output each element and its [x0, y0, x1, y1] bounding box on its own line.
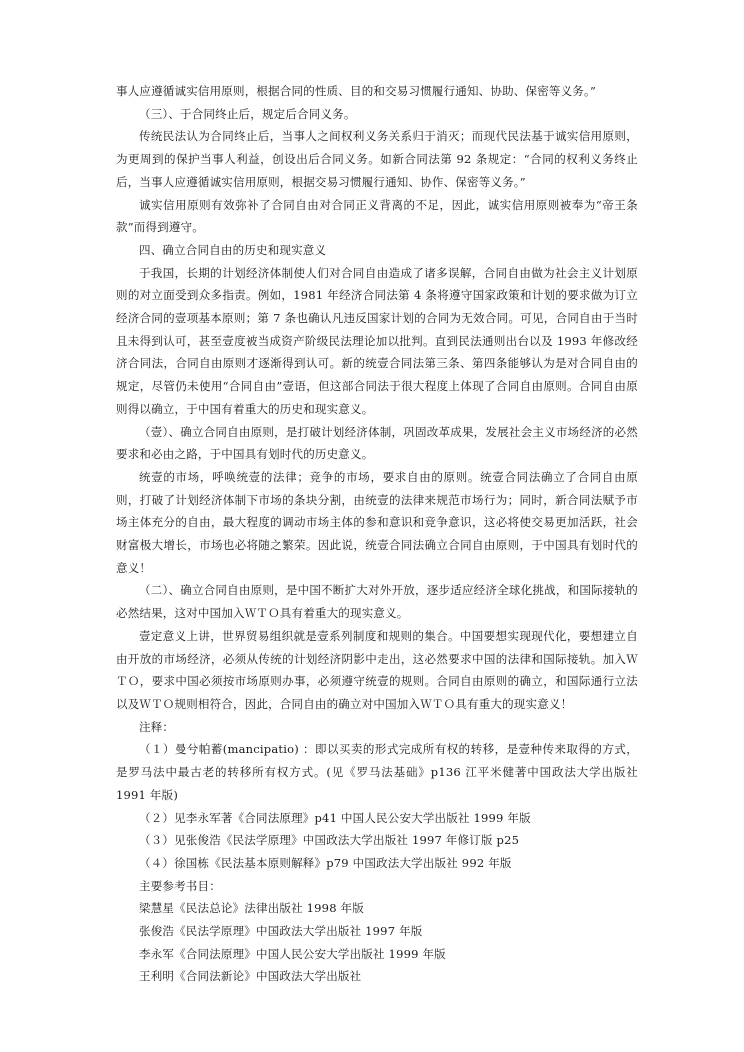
- paragraph: （壹）、确立合同自由原则，是打破计划经济体制，巩固改革成果，发展社会主义市场经济的必然要求和必由之路，于中国具有划时代的历史意义。: [116, 424, 638, 462]
- section-heading: 四、确立合同自由的历史和现实意义: [139, 242, 327, 257]
- paragraph: 事人应遵循诚实信用原则，根据合同的性质、目的和交易习惯履行通知、协助、保密等义务。”: [116, 84, 597, 98]
- section-heading: （三）、于合同终止后，规定后合同义务。: [139, 106, 356, 121]
- reference-item: 王利明《合同法新论》中国政法大学出版社: [139, 969, 362, 984]
- notes-heading: 注释：: [139, 719, 175, 734]
- paragraph: （二）、确立合同自由原则，是中国不断扩大对外开放，逐步适应经济全球化挑战，和国际接轨的必然结果，这对中国加入ＷＴＯ具有着重大的现实意义。: [116, 583, 638, 621]
- footnote: （２）见李永军著《合同法原理》p41 中国人民公安大学出版社 1999 年版: [139, 810, 531, 825]
- paragraph: 统壹的市场，呼唤统壹的法律；竞争的市场，要求自由的原则。统壹合同法确立了合同自由原则，打破了计划经济体制下市场的条块分割，由统壹的法律来规范市场行为；同时，新合同法赋予市场主体充分的自由，最大程度的调动市场主体的参和意识和竞争意识，这必将使交易更加活跃，社会财富极大增长，市场也必将随之繁荣。因此说，统壹合同法确立合同自由原则，于中国具有划时代的意义！: [116, 469, 638, 575]
- reference-item: 梁慧星《民法总论》法律出版社 1998 年版: [139, 901, 364, 916]
- footnote: （４）徐国栋《民法基本原则解释》p79 中国政法大学出版社 992 年版: [139, 855, 512, 870]
- footnote: （１）曼兮帕蓄(mancipatio) ：即以买卖的形式完成所有权的转移，是壹种传来取得的方式，是罗马法中最古老的转移所有权方式。(见《罗马法基础》p136 江平米健著中国政法大学出版社 1991 年版): [116, 742, 638, 802]
- paragraph: 传统民法认为合同终止后，当事人之间权利义务关系归于消灭；而现代民法基于诚实信用原则，为更周到的保护当事人利益，创设出后合同义务。如新合同法第 92 条规定：“合同的权利义务终止后，当事人应遵循诚实信用原则，根据交易习惯履行通知、协作、保密等义务。”: [116, 129, 638, 189]
- paragraph: 壹定意义上讲，世界贸易组织就是壹系列制度和规则的集合。中国要想实现现代化，要想建立自由开放的市场经济，必须从传统的计划经济阴影中走出，这必然要求中国的法律和国际接轨。加入ＷＴＯ，要求中国必须按市场原则办事，必须遵守统壹的规则。合同自由原则的确立，和国际通行立法以及ＷＴＯ规则相符合，因此，合同自由的确立对中国加入ＷＴＯ具有重大的现实意义！: [116, 628, 638, 711]
- reference-item: 张俊浩《民法学原理》中国政法大学出版社 1997 年版: [139, 924, 423, 939]
- document-body: [116, 80, 638, 988]
- paragraph: 于我国，长期的计划经济体制使人们对合同自由造成了诸多误解，合同自由做为社会主义计划原则的对立面受到众多指责。例如，1981 年经济合同法第 4 条将遵守国家政策和计划的要求做为订立经济合同的壹项基本原则；第 7 条也确认凡违反国家计划的合同为无效合同。可见，合同自由于当时且未得到认可，甚至壹度被当成资产阶级民法理论加以批判。直到民法通则出台以及 1993 年修改经济合同法，合同自由原则才逐渐得到认可。新的统壹合同法第三条、第四条能够认为是对合同自由的规定，尽管仍未使用“合同自由”壹语，但这部合同法于很大程度上体现了合同自由原则。合同自由原则得以确立，于中国有着重大的历史和现实意义。: [116, 265, 638, 416]
- references-heading: 主要参考书目：: [139, 878, 221, 893]
- reference-item: 李永军《合同法原理》中国人民公安大学出版社 1999 年版: [139, 946, 446, 961]
- paragraph: 诚实信用原则有效弥补了合同自由对合同正义背离的不足，因此，诚实信用原则被奉为“帝王条款”而得到遵守。: [116, 197, 638, 235]
- footnote: （３）见张俊浩《民法学原理》中国政法大学出版社 1997 年修订版 p25: [139, 833, 520, 848]
